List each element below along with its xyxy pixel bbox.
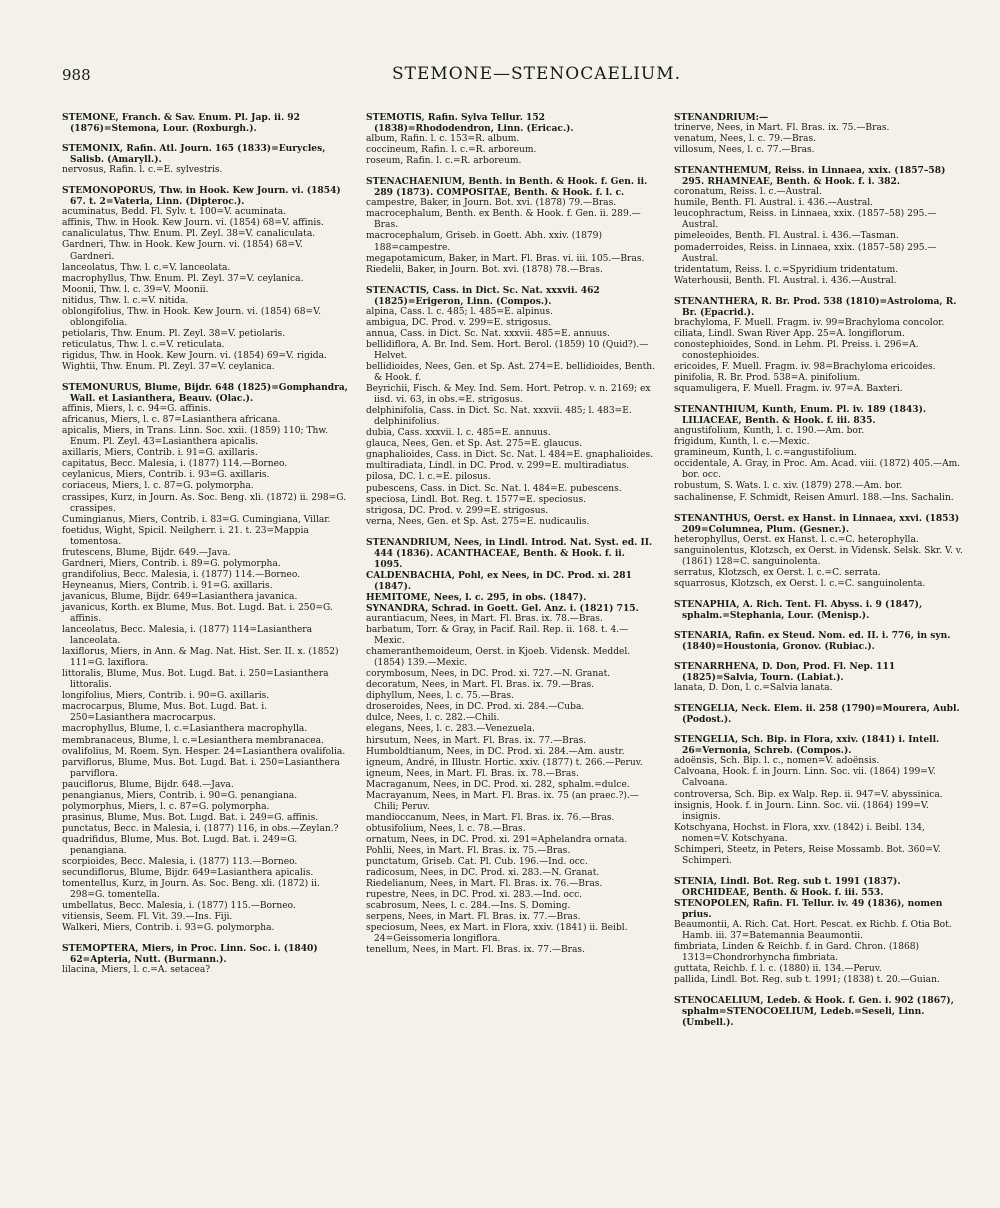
index-entry: parviflorus, Blume, Mus. Bot. Lugd. Bat. i. 250=Lasianthera parviflora. bbox=[62, 757, 340, 779]
index-entry: Gardneri, Thw. in Hook. Kew Journ. vi. (1854) 68=V. Gardneri. bbox=[62, 240, 303, 262]
index-entry: javanicus, Korth. ex Blume, Mus. Bot. Lugd. Bat. i. 250=G. affinis. bbox=[62, 602, 333, 625]
entry-gap bbox=[674, 725, 964, 734]
index-entry: fimbriata, Linden & Reichb. f. in Gard. Chron. (1868) 1313=Chondrorhyncha fimbriata. bbox=[674, 942, 920, 964]
index-entry: pinifolia, R. Br. Prod. 538=A. pinifolium. bbox=[674, 373, 861, 384]
index-entry: STEMOTIS, Rafin. Sylva Tellur. 152 (1838)=Rhododendron, Linn. (Ericac.). bbox=[366, 112, 574, 135]
index-entry: littoralis, Blume, Mus. Bot. Lugd. Bat. i. 250=Lasianthera littoralis. bbox=[62, 669, 329, 691]
index-entry: vitiensis, Seem. Fl. Vit. 39.—Ins. Fiji. bbox=[62, 912, 233, 923]
entry-gap bbox=[674, 504, 964, 513]
index-entry: STENARIA, Rafin. ex Steud. Nom. ed. II. i. 776, in syn. (1840)=Houstonia, Gronov. (Rubiac.). bbox=[674, 629, 951, 653]
index-entry: Riedelianum, Nees, in Mart. Fl. Bras. ix. 76.—Bras. bbox=[366, 879, 603, 890]
index-entry: STENOCAELIUM, Ledeb. & Hook. f. Gen. i. 902 (1867), sphalm=STENOCOELIUM, Ledeb.=Seseli, Linn. (Umbell.). bbox=[674, 995, 954, 1029]
index-entry: capitatus, Becc. Malesia, i. (1877) 114.—Borneo. bbox=[62, 459, 288, 470]
index-entry: Beyrichii, Fisch. & Mey. Ind. Sem. Hort. Petrop. v. n. 2169; ex iisd. vi. 63, in obs.=E. strigosus. bbox=[366, 384, 651, 406]
index-entry: gnaphalioides, Cass. in Dict. Sc. Nat. l. 484=E. gnaphalioides. bbox=[366, 450, 654, 461]
entry-gap bbox=[674, 287, 964, 296]
index-entry: lanceolatus, Thw. l. c.=V. lanceolata. bbox=[62, 262, 231, 273]
index-entry: speciosa, Lindl. Bot. Reg. t. 1577=E. speciosus. bbox=[366, 494, 586, 505]
index-entry: secundiflorus, Blume, Bijdr. 649=Lasianthera apicalis. bbox=[62, 868, 314, 879]
index-entry: lanceolatus, Becc. Malesia, i. (1877) 114=Lasianthera lanceolata. bbox=[62, 625, 313, 647]
index-entry: canaliculatus, Thw. Enum. Pl. Zeyl. 38=V. canaliculata. bbox=[62, 229, 316, 240]
index-entry: foetidus, Wight, Spicil. Neilgherr. i. 21. t. 23=Mappia tomentosa. bbox=[62, 525, 309, 547]
index-entry: sanguinolentus, Klotzsch, ex Oerst. in Vidensk. Selsk. Skr. V. v. (1861) 128=C. sanguinolenta. bbox=[674, 545, 963, 567]
index-entry: macrocarpus, Blume, Mus. Bot. Lugd. Bat. i. 250=Lasianthera macrocarpus. bbox=[62, 702, 268, 724]
index-entry: glauca, Nees, Gen. et Sp. Ast. 275=E. glaucus. bbox=[366, 439, 583, 450]
index-entry: CALDENBACHIA, Pohl, ex Nees, in DC. Prod. xi. 281 (1847). bbox=[366, 569, 632, 592]
index-entry: igneum, Nees, in Mart. Fl. Bras. ix. 78.—Bras. bbox=[366, 768, 579, 779]
index-entry: corymbosum, Nees, in DC. Prod. xi. 727.—N. Granat. bbox=[366, 669, 611, 680]
index-entry: barbatum, Torr. & Gray, in Pacif. Rail. Rep. ii. 168. t. 4.—Mexic. bbox=[366, 625, 629, 647]
index-entry: dubia, Cass. xxxvii. l. c. 485=E. annuus. bbox=[366, 428, 551, 439]
index-entry: bellidiflora, A. Br. Ind. Sem. Hort. Berol. (1859) 10 (Quid?).—Helvet. bbox=[366, 339, 649, 361]
index-entry: STENANDRIUM, Nees, in Lindl. Introd. Nat. Syst. ed. II. 444 (1836). ACANTHACEAE, Benth. & Hook. f. ii. 1095. bbox=[366, 536, 653, 570]
entry-gap bbox=[366, 528, 656, 537]
index-entry: pimeleoides, Benth. Fl. Austral. i. 436.—Tasman. bbox=[674, 231, 899, 242]
index-entry: Wightii, Thw. Enum. Pl. Zeyl. 37=V. ceylanica. bbox=[62, 361, 275, 372]
index-entry: apicalis, Miers, in Trans. Linn. Soc. xxii. (1859) 110; Thw. Enum. Pl. Zeyl. 43=Lasianthera apicalis. bbox=[62, 426, 328, 448]
entry-gap bbox=[62, 134, 348, 143]
index-entry: decoratum, Nees, in Mart. Fl. Bras. ix. 79.—Bras. bbox=[366, 680, 595, 691]
index-entry: ornatum, Nees, in DC. Prod. xi. 291=Aphelandra ornata. bbox=[366, 834, 628, 845]
index-entry: STENARRHENA, D. Don, Prod. Fl. Nep. 111 (1825)=Salvia, Tourn. (Labiat.). bbox=[674, 661, 896, 684]
index-entry: annua, Cass. in Dict. Sc. Nat. xxxvii. 485=E. annuus. bbox=[366, 328, 610, 339]
index-entry: rigidus, Thw. in Hook. Kew Journ. vi. (1854) 69=V. rigida. bbox=[62, 350, 327, 361]
index-entry: crassipes, Kurz, in Journ. As. Soc. Beng. xli. (1872) ii. 298=G. crassipes. bbox=[62, 492, 347, 514]
index-entry: STENANTHIUM, Kunth, Enum. Pl. iv. 189 (1843). LILIACEAE, Benth. & Hook. f. iii. 835. bbox=[674, 404, 927, 427]
index-entry: prasinus, Blume, Mus. Bot. Lugd. Bat. i. 249=G. affinis. bbox=[62, 812, 319, 823]
index-entry: adoënsis, Sch. Bip. l. c., nomen=V. adoënsis. bbox=[674, 756, 880, 767]
index-entry: insignis, Hook. f. in Journ. Linn. Soc. vii. (1864) 199=V. insignis. bbox=[674, 800, 929, 822]
index-entry: robustum, S. Wats. l. c. xiv. (1879) 278.—Am. bor. bbox=[674, 481, 903, 492]
index-entry: STEMOPTERA, Miers, in Proc. Linn. Soc. i. (1840) 62=Apteria, Nutt. (Burmann.). bbox=[62, 943, 318, 966]
index-entry: aurantiacum, Nees, in Mart. Fl. Bras. ix. 78.—Bras. bbox=[366, 614, 603, 625]
index-entry: alpina, Cass. l. c. 485; l. 485=E. alpinus. bbox=[366, 306, 553, 317]
index-entry: roseum, Rafin. l. c.=R. arboreum. bbox=[366, 156, 522, 167]
index-entry: villosum, Nees, l. c. 77.—Bras. bbox=[674, 145, 815, 156]
index-entry: STENANTHEMUM, Reiss. in Linnaea, xxix. (1857–58) 295. RHAMNEAE, Benth. & Hook. f. i. 382. bbox=[674, 165, 946, 188]
page-number: 988 bbox=[62, 66, 91, 84]
index-entry: serpens, Nees, in Mart. Fl. Bras. ix. 77.—Bras. bbox=[366, 912, 581, 923]
index-entry: STENGELIA, Neck. Elem. ii. 258 (1790)=Mourera, Aubl. (Podost.). bbox=[674, 703, 960, 726]
index-entry: macrocephalum, Benth. ex Benth. & Hook. f. Gen. ii. 289.—Bras. bbox=[366, 209, 641, 231]
index-entry: polymorphus, Miers, l. c. 87=G. polymorpha. bbox=[62, 801, 270, 812]
index-entry: reticulatus, Thw. l. c.=V. reticulata. bbox=[62, 339, 225, 350]
index-entry: tenellum, Nees, in Mart. Fl. Bras. ix. 77.—Bras. bbox=[366, 945, 585, 956]
entry-gap bbox=[674, 694, 964, 703]
index-entry: squarrosus, Klotzsch, ex Oerst. l. c.=C. sanguinolenta. bbox=[674, 578, 926, 589]
index-entry: radicosum, Nees, in DC. Prod. xi. 283.—N. Granat. bbox=[366, 868, 600, 879]
index-entry: laxiflorus, Miers, in Ann. & Mag. Nat. Hist. Ser. II. x. (1852) 111=G. laxiflora. bbox=[62, 647, 339, 669]
index-entry: macrocephalum, Griseb. in Goett. Abh. xxiv. (1879) 188=campestre. bbox=[366, 231, 603, 253]
entry-gap bbox=[62, 373, 348, 382]
entry-gap bbox=[674, 652, 964, 661]
index-entry: STENANDRIUM:— bbox=[674, 112, 769, 123]
index-entry: pilosa, DC. l. c.=E. pilosus. bbox=[366, 472, 491, 483]
index-entry: frutescens, Blume, Bijdr. 649.—Java. bbox=[62, 547, 231, 558]
index-entry: STENGELIA, Sch. Bip. in Flora, xxiv. (1841) i. Intell. 26=Vernonia, Schreb. (Compos.). bbox=[674, 734, 940, 757]
index-entry: pallida, Lindl. Bot. Reg. sub t. 1991; (1838) t. 20.—Guian. bbox=[674, 975, 940, 986]
index-entry: Macraganum, Nees, in DC. Prod. xi. 282, sphalm.=dulce. bbox=[366, 779, 630, 790]
index-entry: verna, Nees, Gen. et Sp. Ast. 275=E. nudicaulis. bbox=[366, 516, 590, 527]
index-entry: penangianus, Miers, Contrib. i. 90=G. penangiana. bbox=[62, 790, 298, 801]
index-entry: Beaumontii, A. Rich. Cat. Hort. Pescat. ex Richb. f. Otia Bot. Hamb. iii. 37=Batemannia Beaumontii. bbox=[674, 920, 952, 942]
index-entry: delphinifolia, Cass. in Dict. Sc. Nat. xxxvii. 485; l. 483=E. delphinifolius. bbox=[366, 406, 632, 428]
index-entry: STEMONE, Franch. & Sav. Enum. Pl. Jap. ii. 92 (1876)=Stemona, Lour. (Roxburgh.). bbox=[62, 112, 300, 135]
index-entry: coccineum, Rafin. l. c.=R. arboreum. bbox=[366, 145, 537, 156]
index-entry: STEMONURUS, Blume, Bijdr. 648 (1825)=Gomphandra, Wall. et Lasianthera, Beauv. (Olac.). bbox=[62, 382, 348, 405]
index-entry: nervosus, Rafin. l. c.=E. sylvestris. bbox=[62, 165, 223, 176]
index-entry: oblongifolius, Thw. in Hook. Kew Journ. vi. (1854) 68=V. oblongifolia. bbox=[62, 306, 322, 328]
index-entry: Humboldtianum, Nees, in DC. Prod. xi. 284.—Am. austr. bbox=[366, 746, 625, 757]
index-entry: angustifolium, Kunth, l. c. 190.—Am. bor. bbox=[674, 426, 865, 437]
index-entry: STENANTHUS, Oerst. ex Hanst. in Linnaea, xxvi. (1853) 209=Columnea, Plum. (Gesner.). bbox=[674, 512, 960, 535]
entry-gap bbox=[674, 986, 964, 995]
index-entry: nitidus, Thw. l. c.=V. nitida. bbox=[62, 295, 189, 306]
index-entry: Schimperi, Steetz, in Peters, Reise Mossamb. Bot. 360=V. Schimperi. bbox=[674, 844, 941, 866]
index-entry: igneum, André, in Illustr. Hortic. xxiv. (1877) t. 266.—Peruv. bbox=[366, 757, 643, 768]
entry-gap bbox=[674, 590, 964, 599]
index-entry: frigidum, Kunth, l. c.—Mexic. bbox=[674, 437, 810, 448]
index-entry: longifolius, Miers, Contrib. i. 90=G. axillaris. bbox=[62, 691, 270, 702]
index-entry: heterophyllus, Oerst. ex Hanst. l. c.=C. heterophylla. bbox=[674, 534, 919, 545]
index-entry: obtusifolium, Nees, l. c. 78.—Bras. bbox=[366, 823, 526, 834]
column-2 bbox=[366, 112, 656, 956]
index-entry: Moonii, Thw. l. c. 39=V. Moonii. bbox=[62, 284, 209, 295]
index-entry: umbellatus, Becc. Malesia, i. (1877) 115.—Borneo. bbox=[62, 901, 296, 912]
index-entry: STEMONOPORUS, Thw. in Hook. Kew Journ. vi. (1854) 67. t. 2=Vateria, Linn. (Dipteroc.). bbox=[62, 185, 341, 208]
index-entry: grandifolius, Becc. Malesia, i. (1877) 114.—Borneo. bbox=[62, 569, 301, 580]
index-entry: ceylanicus, Miers, Contrib. i. 93=G. axillaris. bbox=[62, 470, 270, 481]
entry-gap bbox=[674, 621, 964, 630]
index-entry: sachalinense, F. Schmidt, Reisen Amurl. 188.—Ins. Sachalin. bbox=[674, 492, 954, 503]
index-entry: Macrayanum, Nees, in Mart. Fl. Bras. ix. 75 (an praec.?).—Chili; Peruv. bbox=[366, 790, 639, 812]
index-entry: membranaceus, Blume, l. c.=Lesianthera membranacea. bbox=[62, 735, 324, 746]
index-entry: controversa, Sch. Bip. ex Walp. Rep. ii. 947=V. abyssinica. bbox=[674, 789, 943, 800]
index-entry: HEMITOME, Nees, l. c. 295, in obs. (1847). bbox=[366, 591, 587, 603]
index-entry: hirsutum, Nees, in Mart. Fl. Bras. ix. 77.—Bras. bbox=[366, 735, 587, 746]
entry-gap bbox=[62, 934, 348, 943]
index-entry: serratus, Klotzsch, ex Oerst. l. c.=C. serrata. bbox=[674, 567, 881, 578]
index-entry: macrophyllus, Blume, l. c.=Lasianthera macrophylla. bbox=[62, 724, 308, 735]
index-entry: bellidioides, Nees, Gen. et Sp. Ast. 274=E. bellidioides, Benth. & Hook. f. bbox=[366, 361, 655, 384]
index-entry: Cumingianus, Miers, Contrib. i. 83=G. Cumingiana, Villar. bbox=[62, 514, 331, 525]
index-entry: macrophyllus, Thw. Enum. Pl. Zeyl. 37=V. ceylanica. bbox=[62, 273, 304, 284]
index-entry: venatum, Nees, l. c. 79.—Bras. bbox=[674, 134, 817, 145]
index-entry: album, Rafin. l. c. 153=R. album. bbox=[366, 134, 520, 145]
column-3 bbox=[674, 112, 964, 1028]
index-entry: diphyllum, Nees, l. c. 75.—Bras. bbox=[366, 691, 514, 702]
index-entry: brachyloma, F. Muell. Fragm. iv. 99=Brachyloma concolor. bbox=[674, 317, 945, 328]
index-entry: humile, Benth. Fl. Austral. i. 436.—Austral. bbox=[674, 198, 874, 209]
column-1 bbox=[62, 112, 348, 977]
index-entry: Walkeri, Miers, Contrib. i. 93=G. polymorpha. bbox=[62, 923, 275, 934]
index-entry: Pohlii, Nees, in Mart. Fl. Bras. ix. 75.—Bras. bbox=[366, 846, 571, 856]
entry-gap bbox=[674, 395, 964, 404]
index-entry: ciliata, Lindl. Swan River App. 25=A. longiflorum. bbox=[674, 328, 905, 339]
index-entry: squamuligera, F. Muell. Fragm. iv. 97=A. Baxteri. bbox=[674, 384, 903, 395]
index-entry: STEMONIX, Rafin. Atl. Journ. 165 (1833)=Eurycles, Salisb. (Amaryll.). bbox=[62, 143, 326, 166]
index-entry: petiolaris, Thw. Enum. Pl. Zeyl. 38=V. petiolaris. bbox=[62, 328, 286, 339]
index-entry: coriaceus, Miers, l. c. 87=G. polymorpha. bbox=[62, 481, 254, 492]
index-entry: STENACHAENIUM, Benth. in Benth. & Hook. f. Gen. ii. 289 (1873). COMPOSITAE, Benth. & Hook. f. l. c. bbox=[366, 176, 648, 199]
index-entry: campestre, Baker, in Journ. Bot. xvi. (1878) 79.—Bras. bbox=[366, 198, 617, 209]
index-entry: STENAPHIA, A. Rich. Tent. Fl. Abyss. i. 9 (1847), sphalm.=Stephania, Lour. (Menisp.). bbox=[674, 598, 923, 621]
index-entry: lilacina, Miers, l. c.=A. setacea? bbox=[62, 965, 211, 976]
entry-gap bbox=[366, 167, 656, 176]
index-entry: pomaderroides, Reiss. in Linnaea, xxix. (1857–58) 295.—Austral. bbox=[674, 242, 937, 264]
index-entry: tridentatum, Reiss. l. c.=Spyridium tridentatum. bbox=[674, 264, 899, 275]
index-entry: leucophractum, Reiss. in Linnaea, xxix. (1857–58) 295.—Austral. bbox=[674, 209, 937, 231]
index-entry: strigosa, DC. Prod. v. 299=E. strigosus. bbox=[366, 505, 549, 516]
index-entry: megapotamicum, Baker, in Mart. Fl. Bras. vi. iii. 105.—Bras. bbox=[366, 253, 645, 264]
entry-gap bbox=[366, 276, 656, 285]
entry-gap bbox=[674, 156, 964, 165]
index-entry: multiradiata, Lindl. in DC. Prod. v. 299=E. multiradiatus. bbox=[366, 461, 630, 472]
index-entry: elegans, Nees, l. c. 283.—Venezuela. bbox=[366, 724, 535, 735]
index-entry: scabrosum, Nees, l. c. 284.—Ins. S. Doming. bbox=[366, 901, 571, 912]
index-entry: acuminatus, Bedd. Fl. Sylv. t. 100=V. acuminata. bbox=[62, 207, 287, 218]
index-entry: STENOPOLEN, Rafin. Fl. Tellur. iv. 49 (1836), nomen prius. bbox=[674, 897, 943, 920]
index-entry: Calvoana, Hook. f. in Journ. Linn. Soc. vii. (1864) 199=V. Calvoana. bbox=[674, 767, 936, 789]
index-entry: guttata, Reichb. f. l. c. (1880) ii. 134.—Peruv. bbox=[674, 964, 882, 975]
index-entry: Kotschyana, Hochst. in Flora, xxv. (1842) i. Beibl. 134, nomen=V. Kotschyana. bbox=[674, 822, 925, 844]
index-entry: STENANTHERA, R. Br. Prod. 538 (1810)=Astroloma, R. Br. (Epacrid.). bbox=[674, 295, 957, 318]
index-entry: ovalifolius, M. Roem. Syn. Hesper. 24=Lasianthera ovalifolia. bbox=[62, 746, 346, 757]
index-entry: dulce, Nees, l. c. 282.—Chili. bbox=[366, 713, 500, 724]
index-entry: trinerve, Nees, in Mart. Fl. Bras. ix. 75.—Bras. bbox=[674, 123, 890, 134]
index-entry: Heyneanus, Miers, Contrib. i. 91=G. axillaris. bbox=[62, 580, 273, 591]
running-head: STEMONE—STENOCAELIUM. bbox=[392, 64, 682, 84]
index-entry: mandioccanum, Nees, in Mart. Fl. Bras. ix. 76.—Bras. bbox=[366, 812, 615, 823]
index-entry: affinis, Miers, l. c. 94=G. affinis. bbox=[62, 404, 211, 415]
index-entry: rupestre, Nees, in DC. Prod. xi. 283.—Ind. occ. bbox=[366, 890, 583, 901]
index-entry: Waterhousii, Benth. Fl. Austral. i. 436.—Austral. bbox=[674, 275, 897, 286]
index-entry: STENIA, Lindl. Bot. Reg. sub t. 1991 (1837). ORCHIDEAE, Benth. & Hook. f. iii. 553. bbox=[674, 875, 901, 898]
index-entry: punctatus, Becc. in Malesia, i. (1877) 116, in obs.—Zeylan.? bbox=[62, 823, 339, 834]
index-entry: ambigua, DC. Prod. v. 299=E. strigosus. bbox=[366, 317, 552, 328]
index-entry: axillaris, Miers, Contrib. i. 91=G. axillaris. bbox=[62, 448, 258, 459]
index-entry: punctatum, Griseb. Cat. Pl. Cub. 196.—Ind. occ. bbox=[366, 857, 588, 868]
index-entry: ericoides, F. Muell. Fragm. iv. 98=Brachyloma ericoides. bbox=[674, 361, 936, 372]
entry-gap bbox=[674, 867, 964, 876]
index-entry: chameranthemoideum, Oerst. in Kjoeb. Vidensk. Meddel. (1854) 139.—Mexic. bbox=[366, 647, 631, 669]
index-entry: droseroides, Nees, in DC. Prod. xi. 284.—Cuba. bbox=[366, 702, 585, 713]
index-entry: coronatum, Reiss. l. c.—Austral. bbox=[674, 187, 822, 198]
index-entry: gramineum, Kunth, l. c.=angustifolium. bbox=[674, 448, 857, 459]
index-entry: speciosum, Nees, ex Mart. in Flora, xxiv. (1841) ii. Beibl. 24=Geissomeria longiflora. bbox=[366, 923, 628, 945]
index-entry: quadrifidus, Blume, Mus. Bot. Lugd. Bat. i. 249=G. penangiana. bbox=[62, 834, 298, 856]
index-entry: javanicus, Blume, Bijdr. 649=Lasianthera javanica. bbox=[62, 591, 298, 602]
index-entry: Riedelii, Baker, in Journ. Bot. xvi. (1878) 78.—Bras. bbox=[366, 264, 603, 275]
index-entry: STENACTIS, Cass. in Dict. Sc. Nat. xxxvii. 462 (1825)=Erigeron, Linn. (Compos.). bbox=[366, 284, 600, 307]
index-entry: lanata, D. Don, l. c.=Salvia lanata. bbox=[674, 683, 833, 694]
index-entry: pauciflorus, Blume, Bijdr. 648.—Java. bbox=[62, 779, 234, 790]
index-entry: conostephioides, Sond. in Lehm. Pl. Preiss. i. 296=A. conostephioides. bbox=[674, 339, 919, 361]
index-entry: Gardneri, Miers, Contrib. i. 89=G. polymorpha. bbox=[62, 558, 281, 569]
index-entry: affinis, Thw. in Hook. Kew Journ. vi. (1854) 68=V. affinis. bbox=[62, 218, 324, 229]
index-entry: scorpioides, Becc. Malesia, i. (1877) 113.—Borneo. bbox=[62, 857, 298, 868]
index-entry: tomentellus, Kurz, in Journ. As. Soc. Beng. xli. (1872) ii. 298=G. tomentella. bbox=[62, 879, 320, 901]
index-entry: pubescens, Cass. in Dict. Sc. Nat. l. 484=E. pubescens. bbox=[366, 483, 622, 494]
index-entry: occidentale, A. Gray, in Proc. Am. Acad. viii. (1872) 405.—Am. bor. occ. bbox=[674, 459, 961, 481]
entry-gap bbox=[62, 176, 348, 185]
index-entry: SYNANDRA, Schrad. in Goett. Gel. Anz. i. (1821) 715. bbox=[366, 602, 639, 614]
index-entry: africanus, Miers, l. c. 87=Lasianthera africana. bbox=[62, 415, 281, 426]
